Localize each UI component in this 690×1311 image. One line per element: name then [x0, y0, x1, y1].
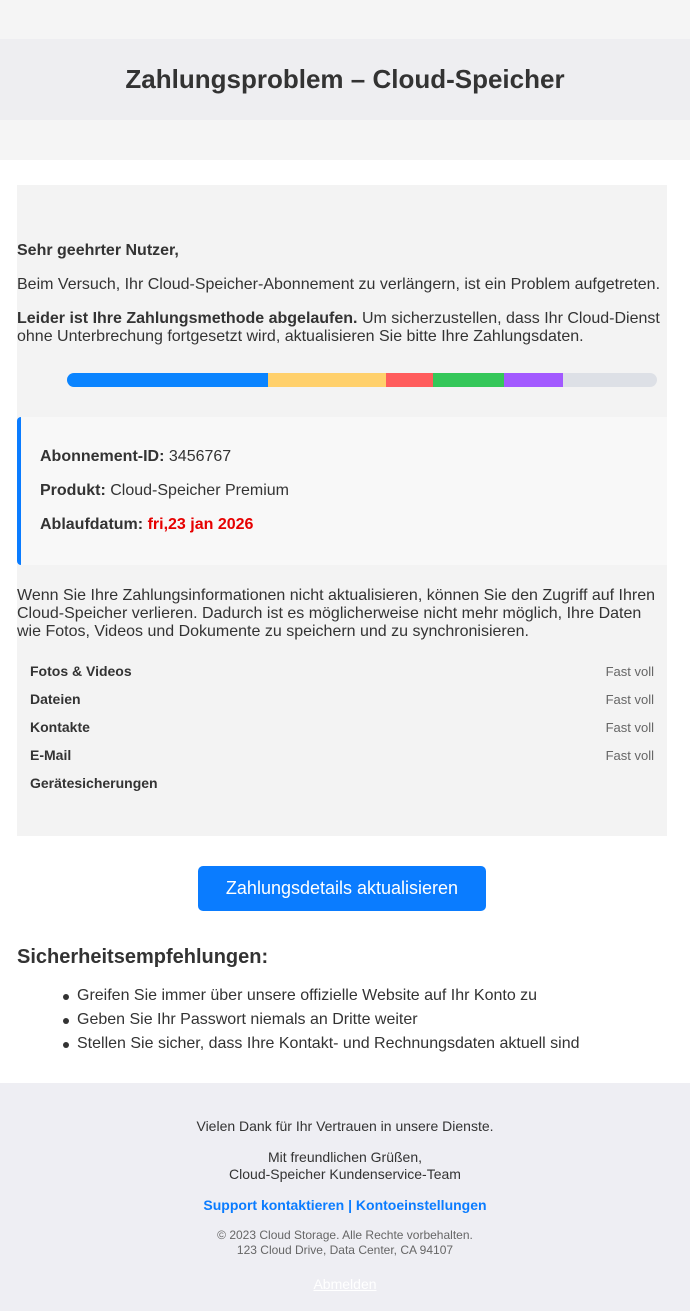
footer-address: 123 Cloud Drive, Data Center, CA 94107 [236, 1243, 454, 1257]
usage-status: Fast voll [605, 719, 654, 735]
usage-status: Fast voll [605, 747, 654, 763]
storage-usage-bar [67, 373, 657, 387]
footer-links [0, 1197, 690, 1213]
storage-segment-files [268, 373, 386, 387]
usage-status: Fast voll [605, 691, 654, 707]
storage-segment-email [433, 373, 504, 387]
expiry-date: fri,23 jan 2026 [147, 516, 254, 533]
footer-regards: Mit freundlichen Grüßen, [267, 1149, 423, 1165]
list-item: Stellen Sie sicher, dass Ihre Kontakt- und Rechnungsdaten aktuell sind [62, 1034, 580, 1058]
notice-body: Um sicherzustellen, dass Ihr Cloud-Dienst ohne Unterbrechung fortgesetzt wird, aktualisieren Sie bitte Ihre Zahlungsdaten. [17, 310, 660, 345]
update-payment-button[interactable]: Zahlungsdetails aktualisieren [198, 866, 486, 911]
footer-thanks: Vielen Dank für Ihr Vertrauen in unsere Dienste. [196, 1118, 494, 1134]
product-value: Cloud-Speicher Premium [110, 482, 289, 499]
usage-label: Kontakte [30, 719, 90, 735]
subscription-id-label: Abonnement-ID: [40, 448, 165, 465]
product-row [40, 482, 289, 500]
greeting: Sehr geehrter Nutzer, [17, 242, 179, 259]
notice-text [17, 310, 667, 346]
subscription-info-box [17, 417, 667, 565]
expiry-row [40, 516, 253, 534]
storage-segment-backups [504, 373, 563, 387]
expiry-label: Ablaufdatum: [40, 516, 144, 533]
usage-row-files [30, 689, 654, 709]
list-item: Greifen Sie immer über unsere offizielle Website auf Ihr Konto zu [62, 986, 580, 1010]
page-title: Zahlungsproblem – Cloud-Speicher [125, 64, 565, 94]
notice-bold: Leider ist Ihre Zahlungsmethode abgelaufen. [17, 310, 358, 327]
email-header [0, 39, 690, 120]
usage-row-contacts [30, 717, 654, 737]
usage-status: Fast voll [605, 663, 654, 679]
usage-label: Fotos & Videos [30, 663, 132, 679]
usage-label: Dateien [30, 691, 81, 707]
security-list [62, 986, 580, 1058]
subscription-id-row [40, 448, 231, 466]
usage-label: Gerätesicherungen [30, 775, 158, 791]
footer-team: Cloud-Speicher Kundenservice-Team [229, 1166, 461, 1182]
usage-label: E-Mail [30, 747, 72, 763]
product-label: Produkt: [40, 482, 106, 499]
intro-text: Beim Versuch, Ihr Cloud-Speicher-Abonnement zu verlängern, ist ein Problem aufgetreten. [17, 276, 661, 293]
account-settings-link[interactable]: Kontoeinstellungen [355, 1197, 487, 1213]
usage-row-photos [30, 661, 654, 681]
subscription-id-value: 3456767 [168, 448, 232, 465]
usage-row-email [30, 745, 654, 765]
support-link[interactable]: Support kontaktieren [203, 1197, 345, 1213]
link-separator: | [344, 1197, 356, 1213]
storage-segment-photos [67, 373, 268, 387]
footer-copyright: © 2023 Cloud Storage. Alle Rechte vorbehalten. [217, 1228, 473, 1242]
storage-segment-contacts [386, 373, 433, 387]
unsubscribe-link[interactable]: Abmelden [313, 1276, 377, 1292]
security-title: Sicherheitsempfehlungen: [17, 946, 269, 968]
warning-text: Wenn Sie Ihre Zahlungsinformationen nicht aktualisieren, können Sie den Zugriff auf Ihren Cloud-Speicher verlieren. Dadurch ist es möglicherweise nicht mehr möglich, Ihre Daten wie Fotos, Videos und Dokumente zu speichern und zu synchronisieren. [17, 587, 656, 640]
list-item: Geben Sie Ihr Passwort niemals an Dritte weiter [62, 1010, 580, 1034]
usage-row-backups [30, 773, 654, 793]
